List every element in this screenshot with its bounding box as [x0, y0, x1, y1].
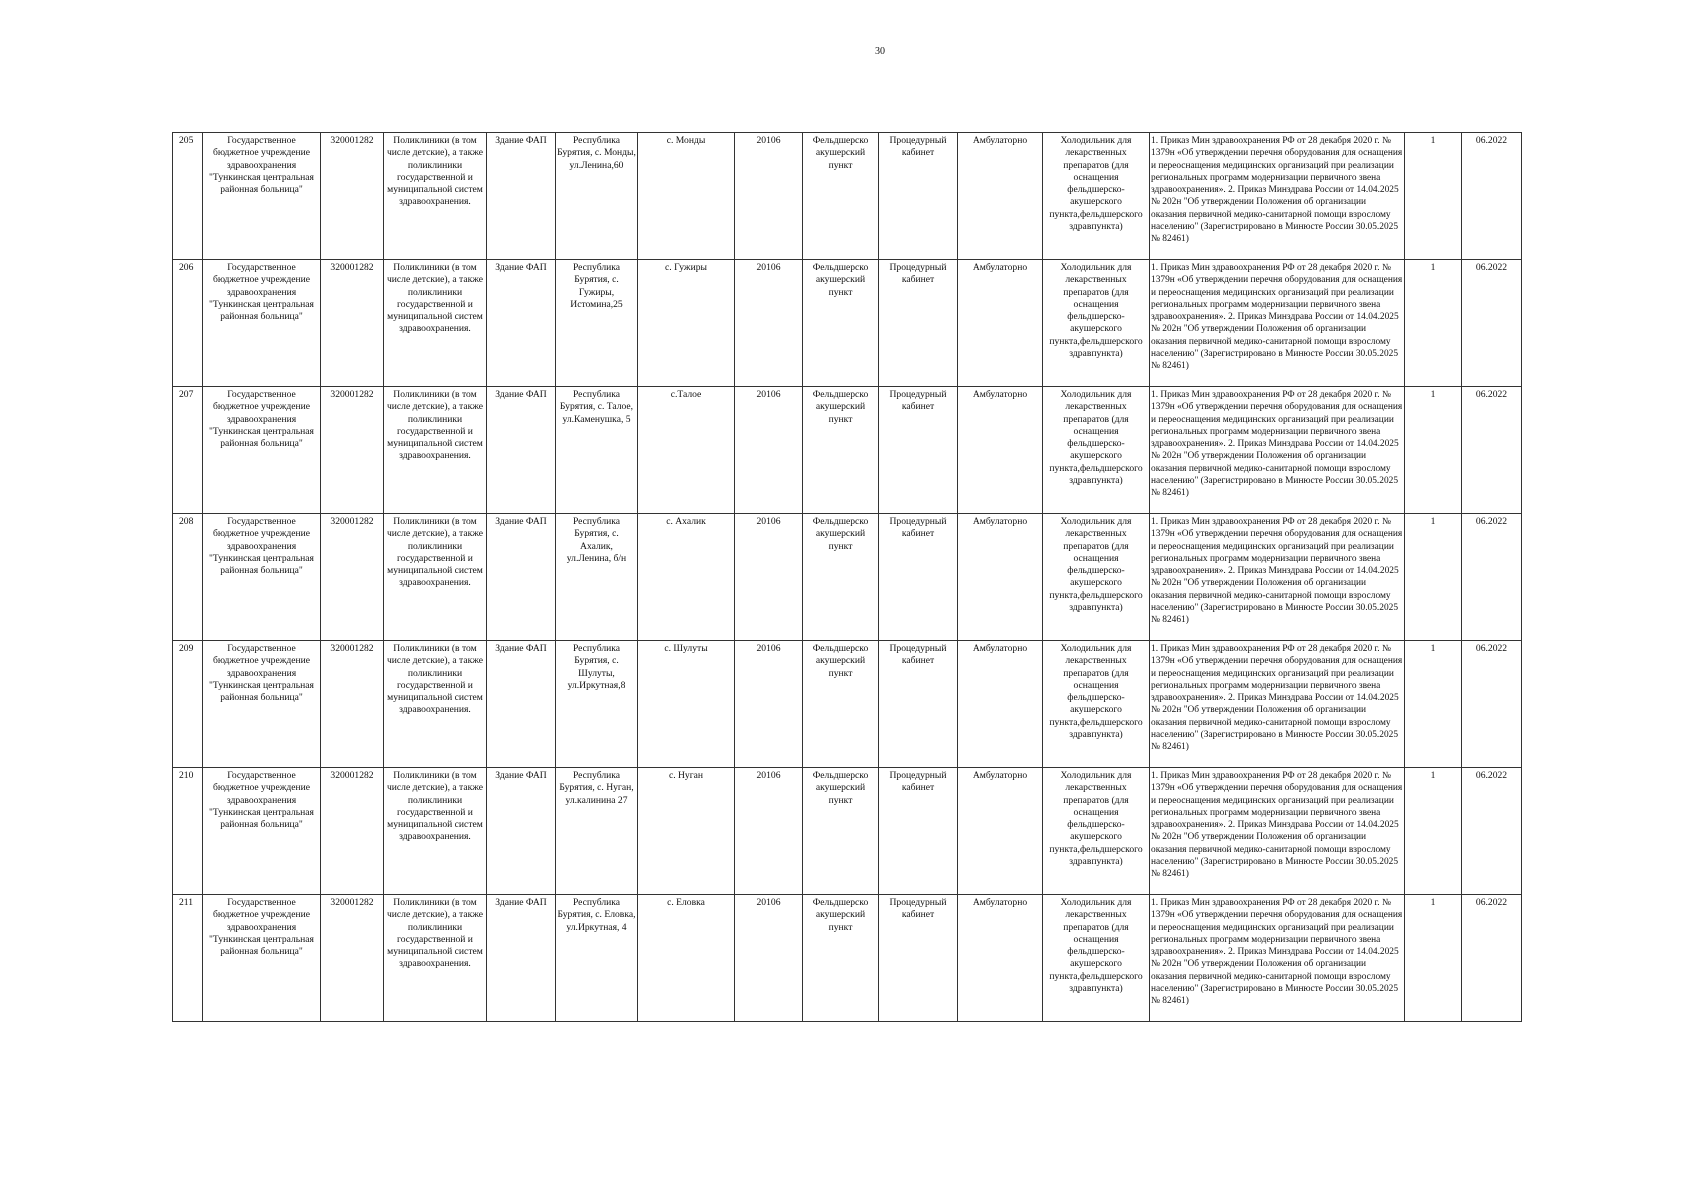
cell-care-condition: Амбулаторно [958, 641, 1043, 768]
cell-room-name: Процедурный кабинет [879, 260, 958, 387]
cell-building: Здание ФАП [487, 387, 556, 514]
cell-building: Здание ФАП [487, 895, 556, 1022]
cell-equipment-name: Холодильник для лекарственных препаратов (для оснащения фельдшерско-акушерского пункта,фельдшерского здравпункта) [1043, 514, 1150, 641]
cell-quantity: 1 [1405, 387, 1462, 514]
cell-settlement: с.Талое [638, 387, 735, 514]
cell-organization-name: Государственное бюджетное учреждение здравоохранения "Тункинская центральная районная больница" [203, 260, 321, 387]
cell-unit-name: Фельдшерско акушерский пункт [803, 260, 879, 387]
cell-date: 06.2022 [1462, 641, 1522, 768]
cell-regulatory-documents: 1. Приказ Мин здравоохранения РФ от 28 декабря 2020 г. № 1379н «Об утверждении перечня оборудования для оснащения и переоснащения медицинских организаций при реализации региональных программ модернизации первичного звена здравоохранения». 2. Приказ Минздрава России от 14.04.2025 № 202н "Об утверждении Положения об организации оказания первичной медико-санитарной помощи взрослому населению" (Зарегистрировано в Минюсте России 30.05.2025 № 82461) [1150, 768, 1405, 895]
cell-building: Здание ФАП [487, 768, 556, 895]
cell-building: Здание ФАП [487, 133, 556, 260]
table-body [173, 133, 1522, 1022]
cell-building: Здание ФАП [487, 260, 556, 387]
cell-care-condition: Амбулаторно [958, 133, 1043, 260]
cell-equipment-name: Холодильник для лекарственных препаратов (для оснащения фельдшерско-акушерского пункта,фельдшерского здравпункта) [1043, 895, 1150, 1022]
cell-row-number: 211 [173, 895, 203, 1022]
cell-territory-code: 20106 [735, 895, 803, 1022]
table-row [173, 768, 1522, 895]
cell-territory-code: 20106 [735, 133, 803, 260]
cell-facility-type: Поликлиники (в том числе детские), а также поликлиники государственной и муниципальной систем здравоохранения. [384, 260, 487, 387]
cell-unit-name: Фельдшерско акушерский пункт [803, 387, 879, 514]
table-row [173, 260, 1522, 387]
cell-unit-name: Фельдшерско акушерский пункт [803, 768, 879, 895]
cell-territory-code: 20106 [735, 260, 803, 387]
cell-regulatory-documents: 1. Приказ Мин здравоохранения РФ от 28 декабря 2020 г. № 1379н «Об утверждении перечня оборудования для оснащения и переоснащения медицинских организаций при реализации региональных программ модернизации первичного звена здравоохранения». 2. Приказ Минздрава России от 14.04.2025 № 202н "Об утверждении Положения об организации оказания первичной медико-санитарной помощи взрослому населению" (Зарегистрировано в Минюсте России 30.05.2025 № 82461) [1150, 514, 1405, 641]
cell-address: Республика Бурятия, с. Гужиры, Истомина,25 [556, 260, 638, 387]
cell-room-name: Процедурный кабинет [879, 514, 958, 641]
cell-date: 06.2022 [1462, 895, 1522, 1022]
cell-date: 06.2022 [1462, 387, 1522, 514]
cell-org-code: 320001282 [321, 260, 384, 387]
cell-facility-type: Поликлиники (в том числе детские), а также поликлиники государственной и муниципальной систем здравоохранения. [384, 641, 487, 768]
cell-building: Здание ФАП [487, 514, 556, 641]
cell-care-condition: Амбулаторно [958, 387, 1043, 514]
cell-organization-name: Государственное бюджетное учреждение здравоохранения "Тункинская центральная районная больница" [203, 895, 321, 1022]
cell-org-code: 320001282 [321, 133, 384, 260]
equipment-table [172, 132, 1522, 1022]
cell-quantity: 1 [1405, 260, 1462, 387]
cell-organization-name: Государственное бюджетное учреждение здравоохранения "Тункинская центральная районная больница" [203, 641, 321, 768]
cell-facility-type: Поликлиники (в том числе детские), а также поликлиники государственной и муниципальной систем здравоохранения. [384, 514, 487, 641]
cell-room-name: Процедурный кабинет [879, 133, 958, 260]
cell-regulatory-documents: 1. Приказ Мин здравоохранения РФ от 28 декабря 2020 г. № 1379н «Об утверждении перечня оборудования для оснащения и переоснащения медицинских организаций при реализации региональных программ модернизации первичного звена здравоохранения». 2. Приказ Минздрава России от 14.04.2025 № 202н "Об утверждении Положения об организации оказания первичной медико-санитарной помощи взрослому населению" (Зарегистрировано в Минюсте России 30.05.2025 № 82461) [1150, 387, 1405, 514]
cell-address: Республика Бурятия, с. Нуган, ул.калинина 27 [556, 768, 638, 895]
cell-address: Республика Бурятия, с. Еловка, ул.Иркутная, 4 [556, 895, 638, 1022]
cell-settlement: с. Шулуты [638, 641, 735, 768]
cell-room-name: Процедурный кабинет [879, 641, 958, 768]
table-row [173, 514, 1522, 641]
cell-date: 06.2022 [1462, 768, 1522, 895]
cell-equipment-name: Холодильник для лекарственных препаратов (для оснащения фельдшерско-акушерского пункта,фельдшерского здравпункта) [1043, 768, 1150, 895]
cell-territory-code: 20106 [735, 641, 803, 768]
cell-equipment-name: Холодильник для лекарственных препаратов (для оснащения фельдшерско-акушерского пункта,фельдшерского здравпункта) [1043, 641, 1150, 768]
cell-regulatory-documents: 1. Приказ Мин здравоохранения РФ от 28 декабря 2020 г. № 1379н «Об утверждении перечня оборудования для оснащения и переоснащения медицинских организаций при реализации региональных программ модернизации первичного звена здравоохранения». 2. Приказ Минздрава России от 14.04.2025 № 202н "Об утверждении Положения об организации оказания первичной медико-санитарной помощи взрослому населению" (Зарегистрировано в Минюсте России 30.05.2025 № 82461) [1150, 641, 1405, 768]
cell-regulatory-documents: 1. Приказ Мин здравоохранения РФ от 28 декабря 2020 г. № 1379н «Об утверждении перечня оборудования для оснащения и переоснащения медицинских организаций при реализации региональных программ модернизации первичного звена здравоохранения». 2. Приказ Минздрава России от 14.04.2025 № 202н "Об утверждении Положения об организации оказания первичной медико-санитарной помощи взрослому населению" (Зарегистрировано в Минюсте России 30.05.2025 № 82461) [1150, 133, 1405, 260]
cell-regulatory-documents: 1. Приказ Мин здравоохранения РФ от 28 декабря 2020 г. № 1379н «Об утверждении перечня оборудования для оснащения и переоснащения медицинских организаций при реализации региональных программ модернизации первичного звена здравоохранения». 2. Приказ Минздрава России от 14.04.2025 № 202н "Об утверждении Положения об организации оказания первичной медико-санитарной помощи взрослому населению" (Зарегистрировано в Минюсте России 30.05.2025 № 82461) [1150, 895, 1405, 1022]
table-row [173, 133, 1522, 260]
table-row [173, 387, 1522, 514]
cell-unit-name: Фельдшерско акушерский пункт [803, 895, 879, 1022]
cell-unit-name: Фельдшерско акушерский пункт [803, 641, 879, 768]
cell-settlement: с. Нуган [638, 768, 735, 895]
cell-date: 06.2022 [1462, 133, 1522, 260]
cell-quantity: 1 [1405, 895, 1462, 1022]
cell-address: Республика Бурятия, с. Ахалик, ул.Ленина, б/н [556, 514, 638, 641]
cell-organization-name: Государственное бюджетное учреждение здравоохранения "Тункинская центральная районная больница" [203, 387, 321, 514]
cell-territory-code: 20106 [735, 514, 803, 641]
cell-org-code: 320001282 [321, 768, 384, 895]
cell-organization-name: Государственное бюджетное учреждение здравоохранения "Тункинская центральная районная больница" [203, 768, 321, 895]
cell-row-number: 205 [173, 133, 203, 260]
cell-row-number: 207 [173, 387, 203, 514]
cell-row-number: 210 [173, 768, 203, 895]
page-number: 30 [875, 46, 885, 57]
cell-territory-code: 20106 [735, 768, 803, 895]
cell-date: 06.2022 [1462, 260, 1522, 387]
cell-quantity: 1 [1405, 768, 1462, 895]
cell-facility-type: Поликлиники (в том числе детские), а также поликлиники государственной и муниципальной систем здравоохранения. [384, 768, 487, 895]
cell-regulatory-documents: 1. Приказ Мин здравоохранения РФ от 28 декабря 2020 г. № 1379н «Об утверждении перечня оборудования для оснащения и переоснащения медицинских организаций при реализации региональных программ модернизации первичного звена здравоохранения». 2. Приказ Минздрава России от 14.04.2025 № 202н "Об утверждении Положения об организации оказания первичной медико-санитарной помощи взрослому населению" (Зарегистрировано в Минюсте России 30.05.2025 № 82461) [1150, 260, 1405, 387]
cell-settlement: с. Монды [638, 133, 735, 260]
table-row [173, 641, 1522, 768]
cell-organization-name: Государственное бюджетное учреждение здравоохранения "Тункинская центральная районная больница" [203, 514, 321, 641]
cell-room-name: Процедурный кабинет [879, 387, 958, 514]
cell-equipment-name: Холодильник для лекарственных препаратов (для оснащения фельдшерско-акушерского пункта,фельдшерского здравпункта) [1043, 260, 1150, 387]
cell-care-condition: Амбулаторно [958, 260, 1043, 387]
cell-org-code: 320001282 [321, 387, 384, 514]
cell-unit-name: Фельдшерско акушерский пункт [803, 133, 879, 260]
cell-building: Здание ФАП [487, 641, 556, 768]
cell-settlement: с. Ахалик [638, 514, 735, 641]
cell-address: Республика Бурятия, с. Шулуты, ул.Иркутная,8 [556, 641, 638, 768]
cell-quantity: 1 [1405, 514, 1462, 641]
cell-room-name: Процедурный кабинет [879, 895, 958, 1022]
cell-org-code: 320001282 [321, 514, 384, 641]
cell-org-code: 320001282 [321, 895, 384, 1022]
cell-unit-name: Фельдшерско акушерский пункт [803, 514, 879, 641]
cell-facility-type: Поликлиники (в том числе детские), а также поликлиники государственной и муниципальной систем здравоохранения. [384, 133, 487, 260]
cell-care-condition: Амбулаторно [958, 895, 1043, 1022]
cell-date: 06.2022 [1462, 514, 1522, 641]
cell-quantity: 1 [1405, 641, 1462, 768]
cell-settlement: с. Гужиры [638, 260, 735, 387]
cell-facility-type: Поликлиники (в том числе детские), а также поликлиники государственной и муниципальной систем здравоохранения. [384, 387, 487, 514]
cell-org-code: 320001282 [321, 641, 384, 768]
cell-row-number: 209 [173, 641, 203, 768]
cell-quantity: 1 [1405, 133, 1462, 260]
cell-address: Республика Бурятия, с. Монды, ул.Ленина,60 [556, 133, 638, 260]
cell-facility-type: Поликлиники (в том числе детские), а также поликлиники государственной и муниципальной систем здравоохранения. [384, 895, 487, 1022]
cell-organization-name: Государственное бюджетное учреждение здравоохранения "Тункинская центральная районная больница" [203, 133, 321, 260]
cell-row-number: 208 [173, 514, 203, 641]
cell-care-condition: Амбулаторно [958, 768, 1043, 895]
cell-territory-code: 20106 [735, 387, 803, 514]
cell-equipment-name: Холодильник для лекарственных препаратов (для оснащения фельдшерско-акушерского пункта,фельдшерского здравпункта) [1043, 387, 1150, 514]
cell-room-name: Процедурный кабинет [879, 768, 958, 895]
cell-care-condition: Амбулаторно [958, 514, 1043, 641]
cell-row-number: 206 [173, 260, 203, 387]
cell-equipment-name: Холодильник для лекарственных препаратов (для оснащения фельдшерско-акушерского пункта,фельдшерского здравпункта) [1043, 133, 1150, 260]
table-row [173, 895, 1522, 1022]
cell-settlement: с. Еловка [638, 895, 735, 1022]
cell-address: Республика Бурятия, с. Талое, ул.Каменушка, 5 [556, 387, 638, 514]
